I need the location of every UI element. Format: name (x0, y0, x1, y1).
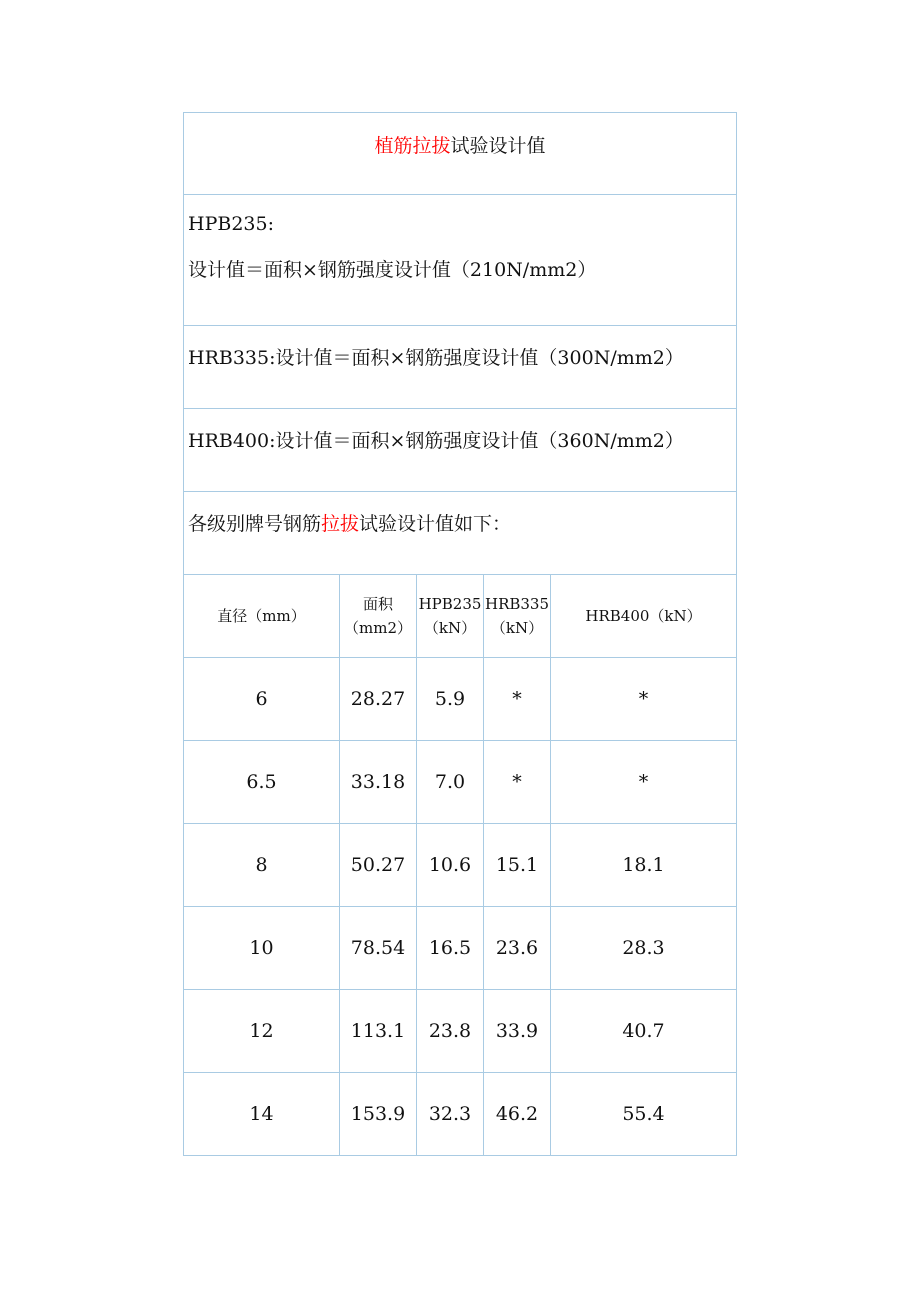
cell-diameter: 12 (184, 990, 340, 1073)
hpb235-formula: 设计值＝面积×钢筋强度设计值（210N/mm2） (188, 259, 597, 281)
table-row (184, 741, 737, 824)
header-hpb235 (417, 575, 484, 658)
cell-hpb235: 32.3 (417, 1073, 484, 1156)
cell-hrb335: * (484, 658, 551, 741)
header-diameter (184, 575, 340, 658)
cell-hrb400: 40.7 (551, 990, 737, 1073)
cell-hrb335: 15.1 (484, 824, 551, 907)
pullout-design-table (183, 112, 737, 1156)
hrb400-cell (184, 409, 737, 492)
cell-hrb335: 23.6 (484, 907, 551, 990)
cell-hpb235: 16.5 (417, 907, 484, 990)
cell-hpb235: 23.8 (417, 990, 484, 1073)
table-row (184, 990, 737, 1073)
cell-hpb235: 10.6 (417, 824, 484, 907)
intro-red: 拉拔 (321, 513, 360, 535)
cell-hrb400: 18.1 (551, 824, 737, 907)
cell-diameter: 14 (184, 1073, 340, 1156)
cell-hpb235: 5.9 (417, 658, 484, 741)
header-hrb335 (484, 575, 551, 658)
header-text: （kN） (490, 619, 544, 637)
title-black: 试验设计值 (450, 135, 546, 157)
table-row (184, 824, 737, 907)
cell-hrb400: 55.4 (551, 1073, 737, 1156)
cell-diameter: 8 (184, 824, 340, 907)
header-text: HRB400（kN） (585, 607, 702, 625)
header-text: （kN） (423, 619, 477, 637)
header-text: （mm2） (344, 619, 412, 637)
cell-hrb400: * (551, 658, 737, 741)
cell-area: 33.18 (340, 741, 417, 824)
table-row (184, 907, 737, 990)
intro-text (188, 509, 736, 536)
cell-area: 153.9 (340, 1073, 417, 1156)
hpb235-cell (184, 195, 737, 326)
cell-diameter: 6.5 (184, 741, 340, 824)
header-area (340, 575, 417, 658)
cell-hrb400: 28.3 (551, 907, 737, 990)
header-row (184, 575, 737, 658)
cell-hrb335: 46.2 (484, 1073, 551, 1156)
cell-area: 50.27 (340, 824, 417, 907)
hrb335-formula: HRB335:设计值＝面积×钢筋强度设计值（300N/mm2） (188, 347, 684, 369)
header-hrb400 (551, 575, 737, 658)
cell-hrb335: 33.9 (484, 990, 551, 1073)
header-text: 直径（mm） (217, 607, 306, 625)
title-red: 植筋拉拔 (374, 135, 451, 157)
header-text: HRB335 (484, 595, 550, 613)
cell-area: 78.54 (340, 907, 417, 990)
hpb235-label: HPB235: (188, 213, 274, 235)
cell-area: 113.1 (340, 990, 417, 1073)
table-row (184, 658, 737, 741)
table-row (184, 1073, 737, 1156)
header-text: 面积 (362, 595, 393, 613)
cell-hpb235: 7.0 (417, 741, 484, 824)
page-title (184, 131, 736, 158)
cell-hrb335: * (484, 741, 551, 824)
header-text: HPB235 (418, 595, 482, 613)
hrb335-cell (184, 326, 737, 409)
cell-hrb400: * (551, 741, 737, 824)
intro-cell (184, 492, 737, 575)
cell-diameter: 10 (184, 907, 340, 990)
title-cell (184, 113, 737, 195)
intro-b: 试验设计值如下： (359, 513, 512, 535)
hrb400-formula: HRB400:设计值＝面积×钢筋强度设计值（360N/mm2） (188, 430, 684, 452)
intro-a: 各级别牌号钢筋 (188, 513, 322, 535)
cell-area: 28.27 (340, 658, 417, 741)
cell-diameter: 6 (184, 658, 340, 741)
